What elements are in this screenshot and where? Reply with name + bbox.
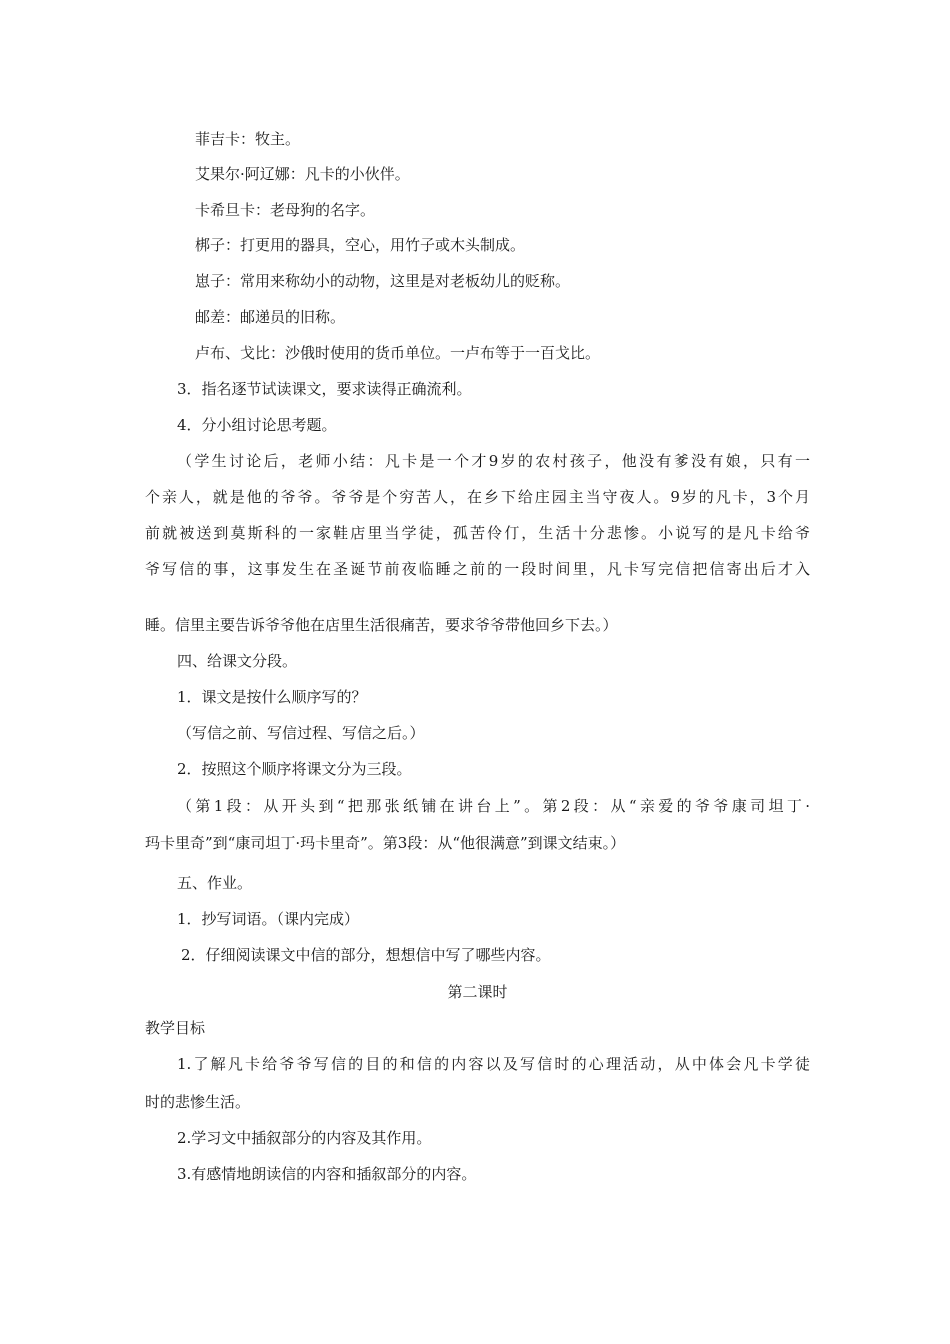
summary-line: 前就被送到莫斯科的一家鞋店里当学徒，孤苦伶仃，生活十分悲惨。小说写的是凡卡给爷 [145, 524, 810, 542]
goal-item: 2.学习文中插叙部分的内容及其作用。 [177, 1129, 432, 1147]
goals-heading: 教学目标 [145, 1019, 206, 1037]
goal-item: 3.有感情地朗读信的内容和插叙部分的内容。 [177, 1165, 477, 1183]
summary-line: （学生讨论后，老师小结：凡卡是一个才9岁的农村孩子，他没有爹没有娘，只有一 [177, 452, 810, 470]
answer-line: （第1段：从开头到“把那张纸铺在讲台上”。第2段：从“亲爱的爷爷康司坦丁· [177, 797, 810, 815]
step-item: 3．指名逐节试读课文，要求读得正确流利。 [177, 380, 472, 398]
glossary-item: 邮差：邮递员的旧称。 [195, 308, 346, 326]
question: 2．按照这个顺序将课文分为三段。 [177, 760, 412, 778]
glossary-item: 梆子：打更用的器具，空心，用竹子或木头制成。 [195, 236, 526, 254]
goal-line: 1.了解凡卡给爷爷写信的目的和信的内容以及写信时的心理活动，从中体会凡卡学徒 [177, 1055, 810, 1073]
glossary-item: 崽子：常用来称幼小的动物，这里是对老板幼儿的贬称。 [195, 272, 571, 290]
goal-line: 时的悲惨生活。 [145, 1093, 251, 1111]
section-heading: 四、给课文分段。 [177, 652, 298, 670]
glossary-item: 卢布、戈比：沙俄时使用的货币单位。一卢布等于一百戈比。 [195, 344, 601, 362]
summary-line: 个亲人，就是他的爷爷。爷爷是个穷苦人，在乡下给庄园主当守夜人。9岁的凡卡，3个月 [145, 488, 810, 506]
summary-line: 爷写信的事，这事发生在圣诞节前夜临睡之前的一段时间里，凡卡写完信把信寄出后才入 [145, 560, 810, 578]
section-heading: 五、作业。 [177, 874, 253, 892]
glossary-item: 艾果尔·阿辽娜：凡卡的小伙伴。 [195, 165, 410, 183]
question: 1．课文是按什么顺序写的？ [177, 688, 367, 706]
homework-item: 2．仔细阅读课文中信的部分，想想信中写了哪些内容。 [181, 946, 551, 964]
homework-item: 1．抄写词语。（课内完成） [177, 910, 360, 928]
answer-line: 玛卡里奇”到“康司坦丁·玛卡里奇”。第3段：从“他很满意”到课文结束。） [145, 834, 626, 852]
lesson-title: 第二课时 [447, 983, 508, 1001]
summary-line: 睡。信里主要告诉爷爷他在店里生活很痛苦，要求爷爷带他回乡下去。） [145, 616, 618, 634]
step-item: 4．分小组讨论思考题。 [177, 416, 337, 434]
glossary-item: 菲吉卡：牧主。 [195, 130, 301, 148]
answer: （写信之前、写信过程、写信之后。） [177, 724, 425, 742]
glossary-item: 卡希旦卡：老母狗的名字。 [195, 201, 376, 219]
